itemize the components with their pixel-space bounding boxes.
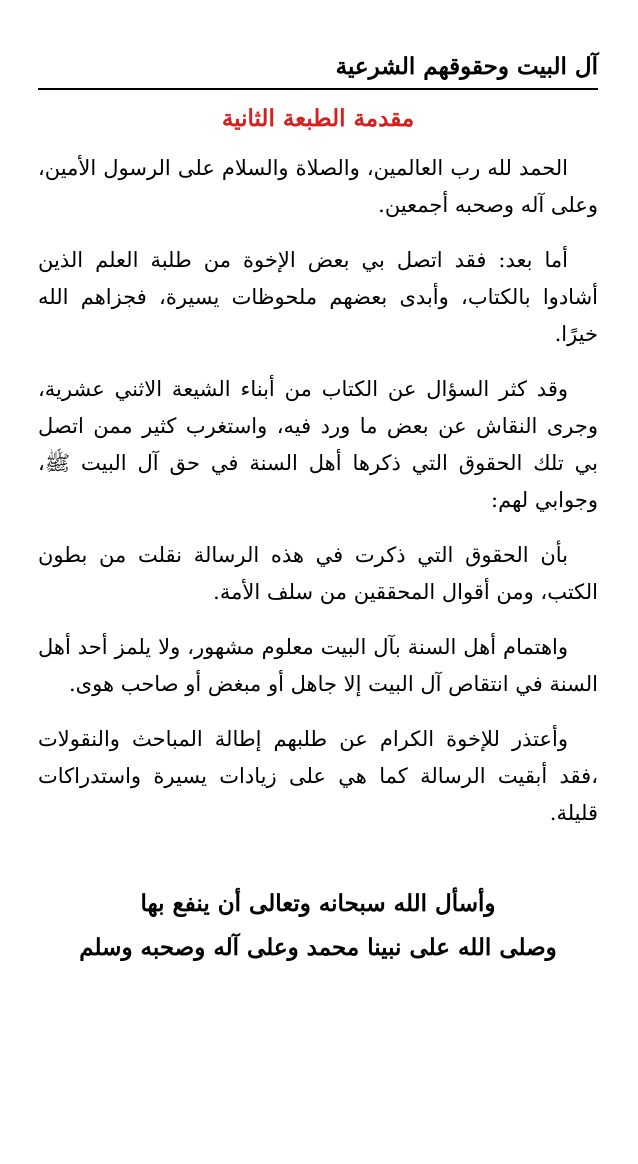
paragraph-3: وقد كثر السؤال عن الكتاب من أبناء الشيعة الاثني عشرية، وجرى النقاش عن بعض ما ورد فيه، واستغرب كثير ممن اتصل بي تلك الحقوق التي ذكرها أهل السنة في حق آل البيت ﷺ، وجوابي لهم: bbox=[38, 377, 598, 512]
paragraph-2: أما بعد: فقد اتصل بي بعض الإخوة من طلبة العلم الذين أشادوا بالكتاب، وأبدى بعضهم ملحوظات يسيرة، فجزاهم الله خيرًا. bbox=[38, 248, 598, 346]
closing-line-1: وأسأل الله سبحانه وتعالى أن ينفع بها bbox=[140, 890, 496, 917]
page bbox=[38, 50, 598, 970]
paragraph-6: وأعتذر للإخوة الكرام عن طلبهم إطالة المباحث والنقولات ،فقد أبقيت الرسالة كما هي على زيادات يسيرة واستدراكات قليلة. bbox=[38, 727, 598, 825]
section-title: مقدمة الطبعة الثانية bbox=[221, 105, 415, 132]
paragraph-1: الحمد لله رب العالمين، والصلاة والسلام على الرسول الأمين، وعلى آله وصحبه أجمعين. bbox=[38, 156, 598, 217]
body-text bbox=[38, 150, 598, 832]
paragraph-5: واهتمام أهل السنة بآل البيت معلوم مشهور، ولا يلمز أحد أهل السنة في انتقاص آل البيت إلا جاهل أو مبغض أو صاحب هوى. bbox=[38, 635, 598, 696]
closing-line-2: وصلى الله على نبينا محمد وعلى آله وصحبه وسلم bbox=[79, 934, 557, 961]
paragraph-4: بأن الحقوق التي ذكرت في هذه الرسالة نقلت من بطون الكتب، ومن أقوال المحققين من سلف الأمة. bbox=[38, 543, 598, 604]
running-header: آل البيت وحقوقهم الشرعية bbox=[38, 50, 598, 90]
